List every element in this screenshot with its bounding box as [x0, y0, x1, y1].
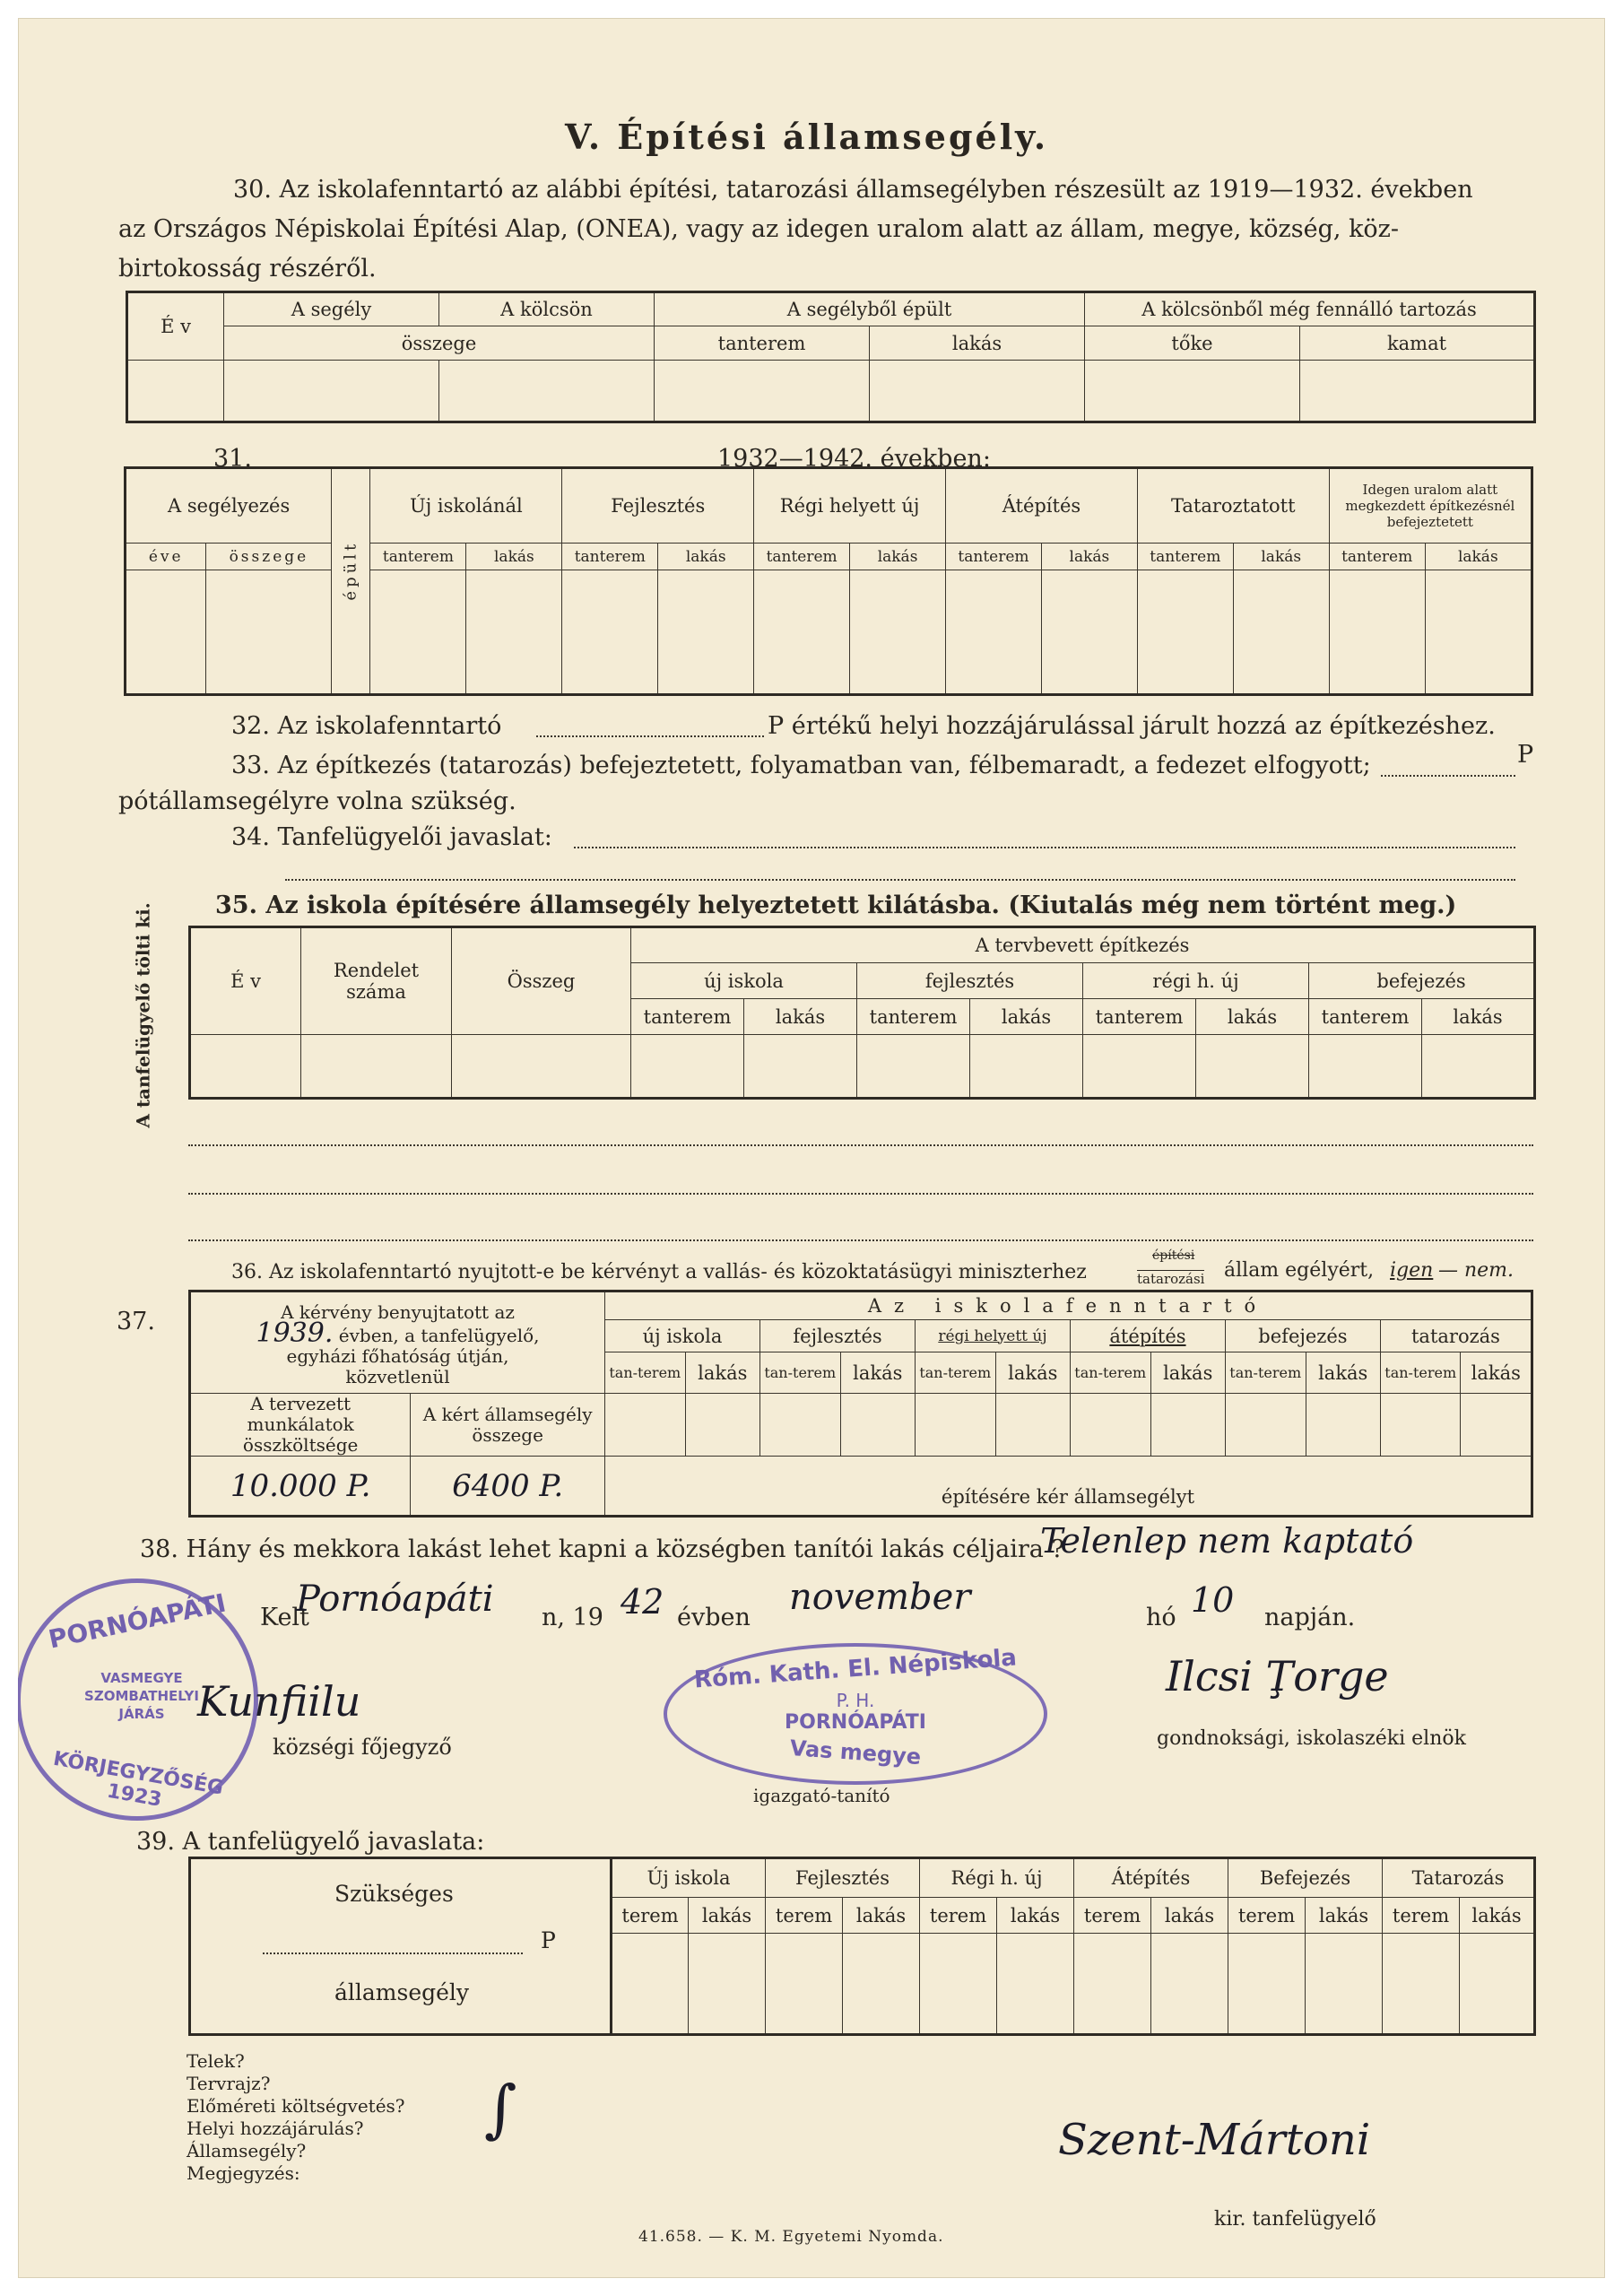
s39-terem: terem [766, 1898, 843, 1934]
s35-text: 35. Az iskola építésére államsegély helyeztetett kilátásba. (Kiutalás még nem történt meg.) [215, 891, 1457, 919]
round-stamp-line1: PORNÓAPÁTI [46, 1587, 229, 1655]
round-stamp-line3: KÖRJEGYZŐSÉG 1923 [51, 1747, 225, 1812]
s31-tanterem: tanterem [562, 544, 658, 570]
s30-segelybol: A segélyből épült [655, 292, 1085, 326]
s37-tanterem: tan-terem [915, 1352, 995, 1394]
s35-col-befejezes: befejezés [1309, 963, 1535, 999]
s30-lakas: lakás [870, 326, 1085, 361]
s37-lakas: lakás [1150, 1352, 1225, 1394]
s35-col-fejlesztes: fejlesztés [857, 963, 1083, 999]
s37-tervezett: A tervezett munkálatok összköltsége [190, 1394, 411, 1457]
s39-terem: terem [1074, 1898, 1151, 1934]
s34-dots1 [574, 847, 1515, 848]
elnok-signature: Ilcsi Ţorge [1166, 1652, 1389, 1700]
s37-col-befejezes: befejezés [1225, 1320, 1380, 1352]
s31-col-fejlesztes: Fejlesztés [562, 468, 754, 544]
s36-tatarozasi: tatarozási [1137, 1271, 1205, 1287]
s34-dots2 [285, 879, 1515, 881]
s39-lakas: lakás [997, 1898, 1074, 1934]
s31-tanterem: tanterem [370, 544, 466, 570]
kelt-day-hand: 10 [1191, 1580, 1235, 1620]
s30-line2: az Országos Népiskolai Építési Alap, (ONEA), vagy az idegen uralom alatt az állam, megye, község, köz- [118, 215, 1400, 243]
s36-epitesi: építési [1152, 1248, 1195, 1263]
s39-terem: terem [1228, 1898, 1306, 1934]
check-tervrajz: Tervrajz? [187, 2073, 271, 2094]
s32-rest: P értékű helyi hozzájárulással járult hozzá az építkezéshez. [768, 712, 1496, 740]
s35-lakas: lakás [970, 999, 1083, 1035]
s30-tanterem: tanterem [655, 326, 870, 361]
s37-lakas: lakás [1461, 1352, 1532, 1394]
s37-col-uj: új iskola [605, 1320, 760, 1352]
s39-p: P [541, 1927, 556, 1953]
s30-kolcson: A kölcsön [439, 292, 655, 326]
s37-tanterem: tan-terem [605, 1352, 686, 1394]
s37-col-fejlesztes: fejlesztés [760, 1320, 916, 1352]
s30-ev: É v [127, 292, 224, 361]
s31-segelyezes: A segélyezés [126, 468, 332, 544]
s34-text: 34. Tanfelügyelői javaslat: [231, 823, 552, 851]
s37-lakas: lakás [840, 1352, 915, 1394]
kelt-n19: n, 19 [542, 1604, 603, 1631]
s35-dots1 [188, 1144, 1533, 1146]
s35-ev: É v [190, 927, 301, 1035]
checklist [187, 2050, 405, 2185]
s33-dots [1381, 775, 1515, 777]
s39-col-fejlesztes: Fejlesztés [766, 1858, 920, 1898]
kelt-month-hand: november [789, 1577, 971, 1618]
s39-terem: terem [920, 1898, 997, 1934]
s32-text: 32. Az iskolafenntartó [231, 712, 502, 740]
oval-stamp-line1: Róm. Kath. El. Népiskola [693, 1644, 1018, 1694]
s37-kerveny-cell [190, 1292, 605, 1394]
s37-tanterem: tan-terem [1225, 1352, 1306, 1394]
check-helyi: Helyi hozzájárulás? [187, 2118, 364, 2139]
s35-lakas: lakás [744, 999, 857, 1035]
s37-kerveny1: A kérvény benyujtatott az [281, 1300, 515, 1323]
s37-kert-hand: 6400 P. [411, 1457, 605, 1517]
s39-lakas: lakás [1460, 1898, 1535, 1934]
s30-cell [127, 361, 224, 422]
s30-kamat: kamat [1300, 326, 1535, 361]
oval-stamp-line2: P. H. [836, 1690, 875, 1711]
s39-allamsegely: államsegély [334, 1979, 470, 2005]
kelt-napjan: napján. [1264, 1604, 1356, 1631]
s39-lakas: lakás [1151, 1898, 1228, 1934]
s31-tanterem: tanterem [1329, 544, 1425, 570]
s30-segely: A segély [224, 292, 439, 326]
s37-col-regi: régi helyett új [915, 1320, 1070, 1352]
s31-years: 1932—1942. években: [717, 445, 991, 473]
s35-dots2 [188, 1193, 1533, 1195]
tanfelugyelo-signature: Szent-Mártoni [1058, 2115, 1371, 2165]
s38-text: 38. Hány és mekkora lakást lehet kapni a községben tanítói lakás céljaira ? [140, 1535, 1064, 1563]
s37-epitesere: építésére kér államsegélyt [605, 1457, 1532, 1517]
page-title: V. Építési államsegély. [565, 117, 1049, 157]
s39-szukseges: Szükséges [334, 1881, 454, 1907]
s31-col-atepites: Átépítés [946, 468, 1138, 544]
s39-terem: terem [1383, 1898, 1460, 1934]
s35-tanterem: tanterem [1309, 999, 1422, 1035]
igazgato-tanito: igazgató-tanító [753, 1785, 890, 1806]
s39-lakas: lakás [843, 1898, 920, 1934]
round-stamp-line2: VASMEGYE SZOMBATHELYI JÁRÁS [84, 1670, 199, 1722]
s35-tervbevett: A tervbevett építkezés [631, 927, 1535, 963]
s30-osszege: összege [224, 326, 655, 361]
s31-table [124, 466, 1533, 696]
s35-col-uj: új iskola [631, 963, 857, 999]
s31-tanterem: tanterem [754, 544, 850, 570]
s35-tanterem: tanterem [1083, 999, 1196, 1035]
s31-epult-label: épült [341, 540, 360, 601]
s39-col-atepites: Átépítés [1074, 1858, 1228, 1898]
s39-col-regi: Régi h. új [920, 1858, 1074, 1898]
s36-nem: — nem. [1438, 1259, 1515, 1282]
s39-szukseges-cell [190, 1858, 612, 2035]
s31-col-uj-iskola: Új iskolánál [370, 468, 562, 544]
oval-stamp-line3: PORNÓAPÁTI [785, 1711, 926, 1734]
kir-tanfelugyelo: kir. tanfelügyelő [1214, 2208, 1376, 2231]
s39-dots [263, 1952, 523, 1954]
s35-side: A tanfelügyelő tölti ki. [132, 902, 154, 1128]
s35-osszeg: Összeg [452, 927, 631, 1035]
s39-col-befejezes: Befejezés [1228, 1858, 1383, 1898]
s31-lakas: lakás [1425, 544, 1532, 570]
kozsegi-fojegyzo: községi főjegyző [273, 1735, 452, 1760]
s30-kolcsonbol: A kölcsönből még fennálló tartozás [1085, 292, 1535, 326]
gondnoksagi-elnok: gondnoksági, iskolaszéki elnök [1157, 1727, 1466, 1750]
jegyzo-signature: Kunfiilu [197, 1677, 361, 1726]
s31-lakas: lakás [466, 544, 562, 570]
s37-lakas: lakás [1306, 1352, 1380, 1394]
s35-lakas: lakás [1196, 999, 1309, 1035]
s39-lakas: lakás [1306, 1898, 1383, 1934]
kelt-place-hand: Pornóapáti [296, 1578, 494, 1620]
s31-col-regi: Régi helyett új [754, 468, 946, 544]
kelt-year-hand: 42 [621, 1582, 664, 1622]
s31-col-idegen: Idegen uralom alatt megkezdett építkezésnél befejeztetett [1329, 468, 1532, 544]
s35-table [188, 926, 1536, 1100]
oval-stamp-line4: Vas megye [788, 1735, 923, 1770]
s30-table [126, 291, 1536, 423]
s32-dots [536, 735, 764, 737]
s37-col-tatarozas: tatarozás [1380, 1320, 1532, 1352]
s31-epult [332, 468, 370, 695]
s31-lakas: lakás [850, 544, 946, 570]
s31-lakas: lakás [1041, 544, 1137, 570]
s37-kerveny2: évben, a tanfelügyelő, [338, 1324, 540, 1346]
s37-col-atepites: átépítés [1070, 1320, 1225, 1352]
s31-osszege: összege [206, 544, 332, 570]
s35-rendelet: Rendelet száma [301, 927, 452, 1035]
s37-tanterem: tan-terem [1380, 1352, 1461, 1394]
s37-tanterem: tan-terem [1070, 1352, 1150, 1394]
s33-line1: 33. Az építkezés (tatarozás) befejeztetett, folyamatban van, félbemaradt, a fedezet elfogyott; [231, 752, 1371, 779]
s37-kert: A kért államsegély összege [411, 1394, 605, 1457]
s35-dots3 [188, 1239, 1533, 1241]
s36-text: 36. Az iskolafenntartó nyujtott-e be kérvényt a vallás- és közoktatásügyi miniszterhez [231, 1261, 1087, 1283]
s37-kerveny3: egyházi főhatóság útján, [286, 1344, 509, 1367]
kelt-ho: hó [1146, 1604, 1176, 1631]
s37-lakas: lakás [995, 1352, 1070, 1394]
check-megjegyzes: Megjegyzés: [187, 2162, 300, 2184]
s35-col-regi: régi h. új [1083, 963, 1309, 999]
s38-answer-hand: Telenlep nem kaptató [1040, 1521, 1414, 1561]
s33-line2: pótállamsegélyre volna szükség. [118, 787, 516, 815]
s30-line1: 30. Az iskolafenntartó az alábbi építési, tatarozási államsegélyben részesült az 1919—1932. években [233, 176, 1473, 204]
s30-line3: birtokosság részéről. [118, 255, 377, 283]
s36-igen: igen [1390, 1259, 1434, 1282]
form-page [18, 18, 1605, 2278]
s39-table [188, 1857, 1536, 2036]
s37-kerveny4: közvetlenül [345, 1365, 450, 1387]
s37-table [188, 1290, 1533, 1518]
s33-p: P [1517, 741, 1534, 769]
s35-tanterem: tanterem [631, 999, 744, 1035]
s31-lakas: lakás [1233, 544, 1329, 570]
s37-num: 37. [117, 1308, 155, 1335]
s37-year-hand: 1939. [256, 1317, 334, 1349]
check-allamsegely: Államsegély? [187, 2140, 307, 2161]
s31-num: 31. [213, 445, 252, 473]
printer-note: 41.658. — K. M. Egyetemi Nyomda. [638, 2228, 944, 2246]
s31-eve: éve [126, 544, 206, 570]
kelt-label: Kelt [260, 1604, 309, 1631]
oval-stamp [664, 1643, 1047, 1785]
s37-lakas: lakás [685, 1352, 759, 1394]
s31-lakas: lakás [658, 544, 754, 570]
s31-tanterem: tanterem [1137, 544, 1233, 570]
s30-toke: tőke [1085, 326, 1300, 361]
s37-tanterem: tan-terem [760, 1352, 841, 1394]
s35-lakas: lakás [1422, 999, 1535, 1035]
s39-text: 39. A tanfelügyelő javaslata: [136, 1828, 485, 1856]
s36-rest: állam egélyért, [1224, 1259, 1375, 1282]
kelt-evben: évben [677, 1604, 751, 1631]
s31-tanterem: tanterem [946, 544, 1042, 570]
s39-lakas: lakás [689, 1898, 766, 1934]
s31-col-tataroztatott: Tataroztatott [1137, 468, 1329, 544]
s39-col-tatarozas: Tatarozás [1383, 1858, 1535, 1898]
s37-kerveny2-row [191, 1317, 604, 1349]
s35-tanterem: tanterem [857, 999, 970, 1035]
s39-col-uj: Új iskola [612, 1858, 766, 1898]
check-elomereti: Előméreti költségvetés? [187, 2095, 405, 2117]
s39-terem: terem [612, 1898, 689, 1934]
check-telek: Telek? [187, 2050, 245, 2072]
s-mark: ∫ [484, 2072, 517, 2145]
s37-osszkoltseg-hand: 10.000 P. [190, 1457, 411, 1517]
s37-iskolafenntarto: Az iskolafenntartó [605, 1292, 1532, 1320]
